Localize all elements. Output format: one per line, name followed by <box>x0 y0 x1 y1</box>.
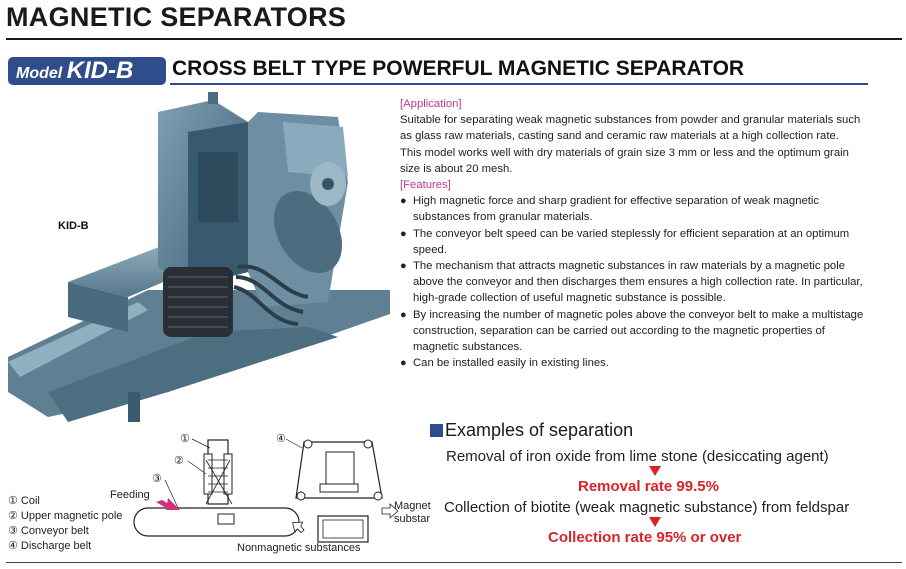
product-subtitle: CROSS BELT TYPE POWERFUL MAGNETIC SEPARATOR <box>172 57 745 80</box>
feeding-label: Feeding <box>110 489 150 501</box>
magnet-label: substar <box>394 513 431 525</box>
description-column <box>400 96 870 371</box>
bullet-icon: ● <box>400 308 407 321</box>
down-arrow-icon <box>649 517 661 527</box>
example-description: Removal of iron oxide from lime stone (desiccating agent) <box>446 448 829 465</box>
subtitle-divider <box>170 83 868 85</box>
bullet-icon: ● <box>400 195 407 208</box>
feature-item: ● The mechanism that attracts magnetic substances in raw materials by a magnetic pole above the conveyor and then discharges them ensures a high collection rate. In particular, high-grade collection of useful magnetic substance is possible. <box>400 258 870 307</box>
model-code: KID-B <box>66 57 134 84</box>
legend-item: ② Upper magnetic pole <box>8 510 123 522</box>
machine-photo <box>8 92 390 432</box>
feature-item: ● Can be installed easily in existing lines. <box>400 355 870 371</box>
bottom-divider <box>6 562 902 563</box>
feature-item: ● The conveyor belt speed can be varied steplessly for efficient separation at an optimum speed. <box>400 226 870 258</box>
bullet-icon: ● <box>400 357 407 370</box>
example-description: Collection of biotite (weak magnetic substance) from feldspar <box>444 499 850 516</box>
diagram-marker: ② <box>174 455 184 467</box>
magnet-label: Magnet <box>394 500 431 512</box>
application-paragraph: Suitable for separating weak magnetic substances from powder and granular materials such as glass raw materials, casting sand and ceramic raw materials at a high collection rate. <box>400 114 861 143</box>
nonmagnetic-label: Nonmagnetic substances <box>237 542 361 554</box>
feature-item: ● High magnetic force and sharp gradient for effective separation of weak magnetic substances from granular materials. <box>400 193 870 225</box>
model-badge <box>8 57 166 85</box>
legend-item: ① Coil <box>8 495 40 507</box>
diagram-legend <box>8 494 122 554</box>
model-prefix: Model <box>16 65 63 82</box>
example-rate: Collection rate 95% or over <box>548 529 742 546</box>
down-arrow-icon <box>649 466 661 476</box>
legend-item: ③ Conveyor belt <box>8 525 89 537</box>
application-paragraph: This model works well with dry materials of grain size 3 mm or less and the optimum grain size is about 20 mesh. <box>400 146 849 175</box>
examples-title: Examples of separation <box>430 420 633 441</box>
legend-item: ④ Discharge belt <box>8 540 92 552</box>
diagram-marker: ④ <box>276 433 286 445</box>
feature-item: ● By increasing the number of magnetic poles above the conveyor belt to make a multistage construction, separation can be carried out according to the magnetic properties of magnetic substances. <box>400 307 870 356</box>
bullet-icon: ● <box>400 260 407 273</box>
features-heading: [Features] <box>400 179 451 192</box>
title-divider <box>6 38 902 40</box>
application-heading: [Application] <box>400 98 462 110</box>
example-rate: Removal rate 99.5% <box>578 478 719 495</box>
bullet-icon: ● <box>400 227 407 240</box>
photo-label: KID-B <box>58 220 89 232</box>
diagram-marker: ③ <box>152 473 162 485</box>
page-title: MAGNETIC SEPARATORS <box>6 2 347 32</box>
diagram-marker: ① <box>180 433 190 445</box>
